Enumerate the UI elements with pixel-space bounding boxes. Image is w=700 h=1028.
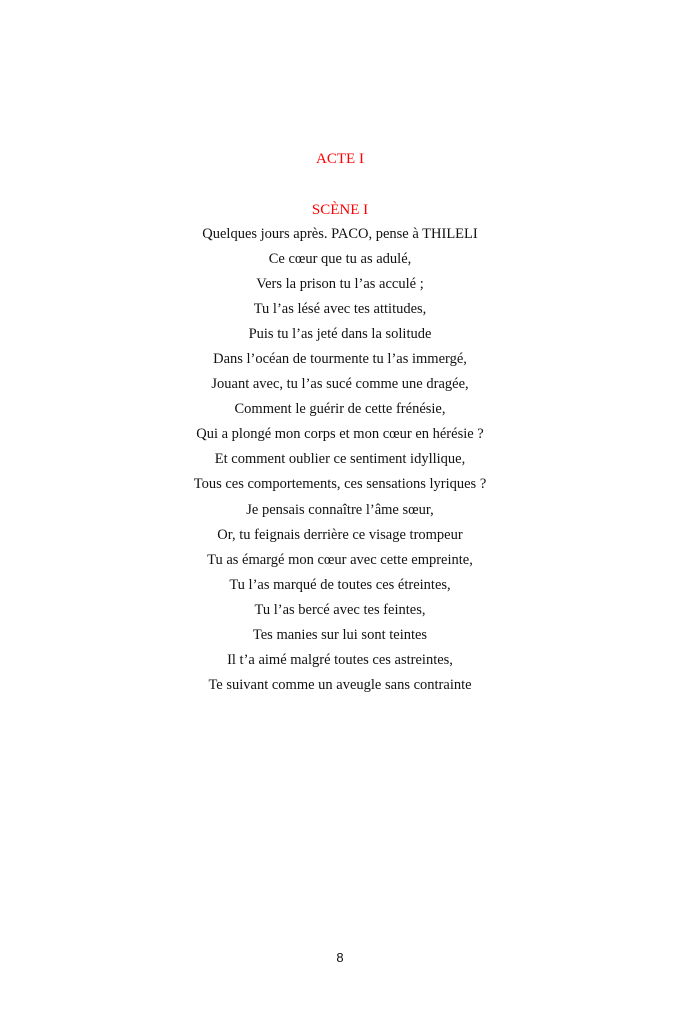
verse-line: Il t’a aimé malgré toutes ces astreintes, — [227, 651, 453, 668]
verse-line: Ce cœur que tu as adulé, — [268, 251, 412, 268]
act-title: ACTE I — [316, 151, 364, 167]
scene-title: SCÈNE I — [311, 202, 369, 218]
page-number: 8 — [336, 950, 344, 965]
verse-line: Or, tu feignais derrière ce visage trompeur — [217, 526, 463, 543]
verse-line: Et comment oublier ce sentiment idyllique, — [214, 451, 466, 468]
verse-line: Je pensais connaître l’âme sœur, — [246, 501, 434, 518]
verse-line: Tu as émargé mon cœur avec cette empreinte, — [207, 551, 473, 568]
verse-line: Puis tu l’as jeté dans la solitude — [248, 326, 432, 343]
verse-line: Tes manies sur lui sont teintes — [252, 626, 428, 643]
verse-line: Tu l’as marqué de toutes ces étreintes, — [229, 576, 451, 593]
verse-line: Qui a plongé mon corps et mon cœur en hérésie ? — [196, 426, 484, 443]
verse-line: Tu l’as bercé avec tes feintes, — [254, 601, 426, 618]
verse-line: Te suivant comme un aveugle sans contrainte — [208, 676, 472, 693]
stage-direction: Quelques jours après. PACO, pense à THILELI — [202, 226, 478, 242]
verse-line: Jouant avec, tu l’as sucé comme une dragée, — [211, 376, 469, 393]
verse-line: Comment le guérir de cette frénésie, — [234, 401, 446, 418]
verse-line: Tu l’as lésé avec tes attitudes, — [253, 301, 427, 318]
verse-line: Tous ces comportements, ces sensations lyriques ? — [193, 476, 487, 493]
verse-line: Dans l’océan de tourmente tu l’as immergé, — [213, 351, 467, 368]
verse-line: Vers la prison tu l’as acculé ; — [256, 276, 424, 293]
poem-text — [0, 222, 680, 698]
